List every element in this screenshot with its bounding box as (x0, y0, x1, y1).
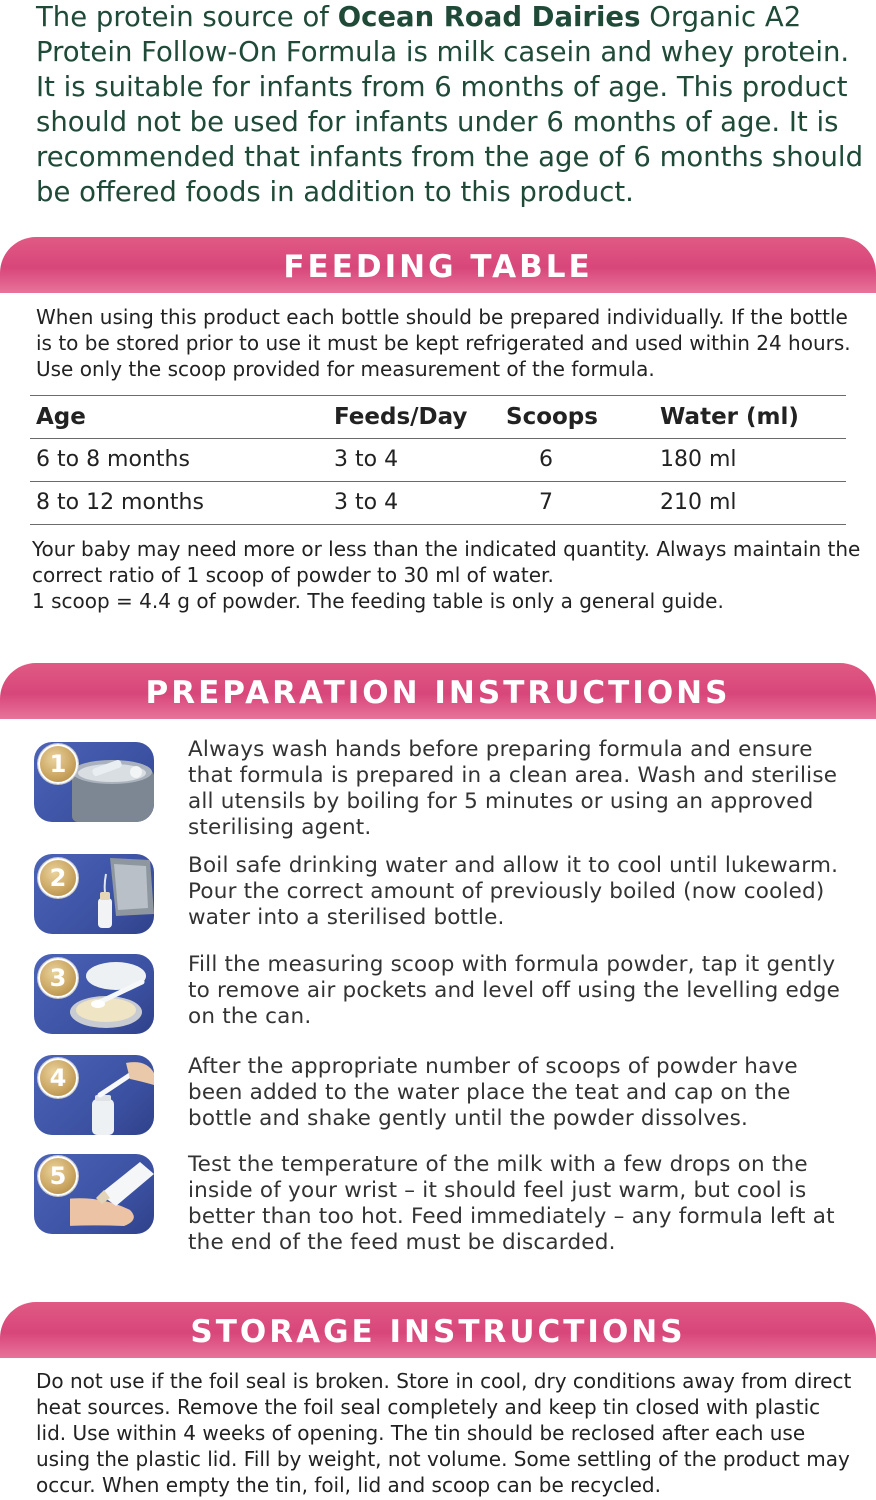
cell-water: 210 ml (660, 490, 737, 515)
feeding-table-title: FEEDING TABLE (283, 249, 593, 285)
preparation-banner (0, 663, 876, 719)
step-3-badge: 3 (38, 958, 78, 998)
intro-paragraph (36, 0, 876, 210)
wrist-test-bottle-icon (70, 1154, 154, 1234)
feeding-table-banner (0, 237, 876, 293)
storage-title: STORAGE INSTRUCTIONS (190, 1314, 686, 1350)
feeding-intro-text: When using this product each bottle should be prepared individually. If the bottle is to be stored prior to use it must be kept refrigerated and used within 24 hours. Use only the scoop provided for measurement of the formula. (36, 305, 851, 381)
brand-name: Ocean Road Dairies (337, 1, 641, 33)
feeding-notes (32, 536, 872, 614)
cell-scoops: 6 (539, 447, 553, 472)
cell-scoops: 7 (539, 490, 553, 515)
step-5-badge: 5 (38, 1156, 78, 1196)
cell-water: 180 ml (660, 447, 737, 472)
table-row (30, 481, 846, 525)
table-header-row (30, 395, 846, 438)
sterilising-pot-icon (70, 742, 154, 822)
header-feeds-per-day: Feeds/Day (334, 404, 468, 430)
step-2-text: Boil safe drinking water and allow it to cool until lukewarm. Pour the correct amount of previously boiled (now cooled) water into a sterilised bottle. (188, 853, 839, 930)
storage-banner (0, 1302, 876, 1358)
step-4-text: After the appropriate number of scoops of powder have been added to the water place the teat and cap on the bottle and shake gently until the powder dissolves. (188, 1054, 798, 1131)
formula-tin-scoop-icon (70, 954, 154, 1034)
intro-text-before: The protein source of (36, 1, 338, 33)
header-age: Age (36, 404, 86, 430)
header-water: Water (ml) (660, 404, 799, 430)
cell-age: 8 to 12 months (36, 490, 204, 515)
feeding-note-ratio: Your baby may need more or less than the indicated quantity. Always maintain the correct ratio of 1 scoop of powder to 30 ml of water. (32, 537, 861, 587)
step-5-text: Test the temperature of the milk with a few drops on the inside of your wrist – it should feel just warm, but cool is better than too hot. Feed immediately – any formula left at the end of the feed must be discarded. (188, 1152, 835, 1255)
step-1-badge: 1 (38, 744, 78, 784)
kettle-and-bottle-icon (70, 854, 154, 934)
intro-text-after: Organic A2 Protein Follow-On Formula is milk casein and whey protein. It is suitable for infants from 6 months of age. This product should not be used for infants under 6 months of age. It is recommended that infants from the age of 6 months should be offered foods in addition to this product. (36, 1, 864, 208)
step-3-text: Fill the measuring scoop with formula powder, tap it gently to remove air pockets and level off using the levelling edge on the can. (188, 952, 841, 1029)
step-2-badge: 2 (38, 858, 78, 898)
feeding-note-scoop-weight: 1 scoop = 4.4 g of powder. The feeding table is only a general guide. (32, 589, 724, 613)
cell-feeds-per-day: 3 to 4 (334, 490, 399, 515)
storage-text: Do not use if the foil seal is broken. Store in cool, dry conditions away from direct heat sources. Remove the foil seal completely and keep tin closed with plastic lid. Use within 4 weeks of opening. The tin should be reclosed after each use using the plastic lid. Fill by weight, not volume. Some settling of the product may occur. When empty the tin, foil, lid and scoop can be recycled. (36, 1369, 852, 1497)
table-row (30, 438, 846, 481)
step-1-text: Always wash hands before preparing formula and ensure that formula is prepared in a clean area. Wash and sterilise all utensils by boiling for 5 minutes or using an approved sterilising agent. (188, 737, 838, 840)
scoop-into-bottle-icon (70, 1055, 154, 1135)
step-4-badge: 4 (38, 1058, 78, 1098)
header-scoops: Scoops (506, 404, 598, 430)
feeding-table (30, 395, 846, 525)
cell-feeds-per-day: 3 to 4 (334, 447, 399, 472)
cell-age: 6 to 8 months (36, 447, 190, 472)
preparation-title: PREPARATION INSTRUCTIONS (145, 675, 731, 711)
